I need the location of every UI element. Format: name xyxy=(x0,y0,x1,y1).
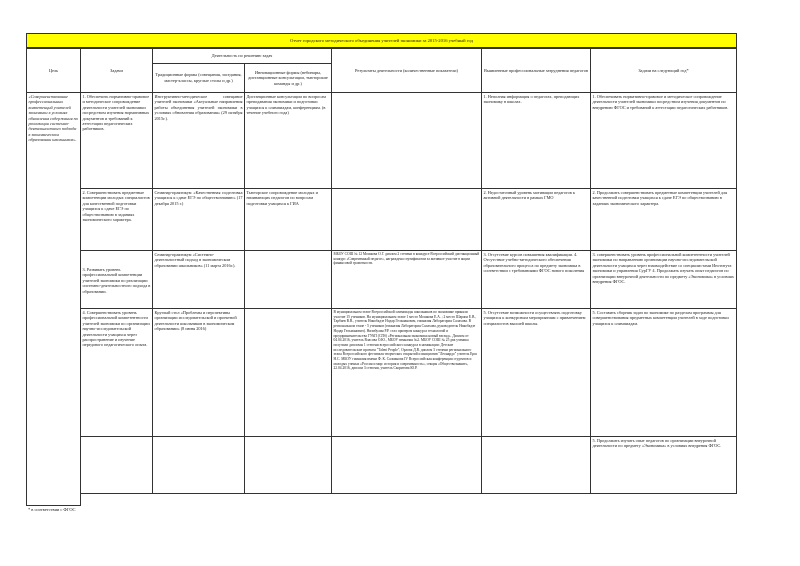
row3-traditional: Семинар-практикум «Системно-деятельностный подход в экономическом образовании школьников» (11 марта 2016г.). xyxy=(152,250,245,309)
header-results: Результаты деятельности (количественные показатели) xyxy=(331,48,482,93)
row5-innovative xyxy=(244,436,332,494)
header-goal: Цель xyxy=(26,48,81,93)
header-tasks: Задачи xyxy=(80,48,153,93)
row4-innovative xyxy=(244,308,332,437)
row2-task: 2. Совершенствовать предметные компетенции молодых специалистов для качественной подготовки учащихся к сдаче ЕГЭ по обществознанию в заданиях экономического характера. xyxy=(80,188,153,251)
row1-traditional: Инструктивно-методическое совещание учителей экономики «Актуальные направления работы объединения учителей экономики в условиях обновления образования» (29 октября 2015г.). xyxy=(152,92,245,189)
header-innovative-forms: Инновационные формы (вебинары, дистанционные консультации, тьюторские команды и др.) xyxy=(244,63,332,93)
row5-task xyxy=(80,436,153,494)
row2-traditional: Семинар-практикум «Качественная подготовка учащихся к сдаче ЕГЭ по обществознанию» (17 декабря 2015 г.) xyxy=(152,188,245,251)
header-difficulties: Выявленные профессиональные затруднения педагогов xyxy=(481,48,591,93)
row1-results xyxy=(331,92,482,189)
row3-next-year: 3. совершенствовать уровень профессиональной компетентности учителей экономики по направлению организации научно-исследовательской деятельности учащихся через взаимодействие со специалистами Института экономики и управления СурГУ 4. Продолжать изучать опыт педагогов по организации внеурочной деятельности по предмету «Экономика» в условиях внедрения ФГОС. xyxy=(590,250,737,309)
row4-results: В муниципальном этапе Всероссийской олимпиады школьников по экономике приняли участие 15 учеников. На муниципальном этапе 1 место Мошкова Е.А. ; 2 место Шарапа Е.В., Тарбаев В.В., учитель Никобадзе Нодар Гельманович, гимназия Лаборатория Салахова. В региональном этапе - 5 учеников (гимназия Лаборатория Салахова, руководитель Никобадзе Нодар Гельманович). Низибулин Р.Р. стал призером конкурса технологий и предпринимательства ГУАП (СПб) «Региональная экономика новый взгляд». Диплом от 04.04.2016, учитель Власова О.Ю., МБОУ гимназия №2. МБОУ СОШ № 25 два ученика получили дипломы 1 степени всероссийского конкурса в номинации: Детские исследовательские проекты "Talent People", Орлова Д.В. диплом 3 степени регионального этапа Всероссийского фестиваля творческих открытий и инициатив "Леонардо" учитель Ерш Н.С. МБОУ гимназия имени Ф. К. Салманова IV Всероссийская конференция студентов и молодых ученых «Россия и мир: история и современность», секция «Обществознание», 22.04.2016, диплом 3 степени, учитель Скоритова Ю.Р. xyxy=(331,308,482,437)
row5-results xyxy=(331,436,482,494)
row1-task: 1. Обеспечить нормативно-правовое и методическое сопровождение деятельности учителей экономики посредством изучения нормативных документов и требований к аттестации педагогических работников. xyxy=(80,92,153,189)
row3-difficulties: 3. Отсутствие курсов повышения квалификации. 4. Отсутствие учебно-методического обеспечения образовательного процесса по предмету экономика в соответствии с требованиями ФГОС нового поколения xyxy=(481,250,591,309)
row5-difficulties xyxy=(481,436,591,494)
row4-task: 4. Совершенствовать уровень профессиональной компетентности учителей экономики по организации научно-исследовательской деятельности учащихся через распространение и изучение передового педагогического опыта. xyxy=(80,308,153,437)
row2-results xyxy=(331,188,482,251)
row3-task: 3. Развивать уровень профессиональной компетенции учителей экономики по реализации системно-деятельностного подхода в образовании. xyxy=(80,250,153,309)
row1-innovative: Дистанционные консультации по вопросам преподавания экономики и подготовки учащихся к олимпиадам, конференциям. (в течение учебного года) xyxy=(244,92,332,189)
header-activity-group: Деятельность по решению задач xyxy=(152,48,332,64)
header-traditional-forms: Традиционные формы (совещания, заседания, мастер-классы, круглые столы и др.) xyxy=(152,63,245,93)
header-next-year: Задачи на следующий год* xyxy=(590,48,737,93)
row1-difficulties: 1. Неполная информация о педагогах, преподающих экономику в школах. xyxy=(481,92,591,189)
row2-difficulties: 2. Недостаточный уровень мотивации педагогов к активной деятельности в рамках ГМО xyxy=(481,188,591,251)
row3-results: МБОУ СОШ № 12 Мошкова О.Г. диплом 2 степени в конкурсе Всероссийский дистанционный конкурс «Современный педагог», награждена сертификатом за активное участие в акции финансовой грамотности. xyxy=(331,250,482,309)
footnote: * в соответствии с ФГОС xyxy=(28,507,76,512)
row3-innovative xyxy=(244,250,332,309)
row4-next-year: 5. Составить сборник задач по экономике по разделам программы для совершенствования предметных компетенции учителей в ходе подготовки учащихся к олимпиадам. xyxy=(590,308,737,437)
row2-next-year: 2. Продолжить совершенствовать предметные компетенции учителей для качественной подготовки учащихся к сдаче ЕГЭ по обществознанию в заданиях экономического характера. xyxy=(590,188,737,251)
report-title: Отчет городского методического объединения учителей экономики за 2015-2016 учебный год xyxy=(26,33,737,48)
row5-traditional xyxy=(152,436,245,494)
goal-cell: «Совершенствование профессиональных компетенций учителей экономики в условиях обновления содержания по реализации системно-деятельностного подхода в экономическом образовании школьников». xyxy=(26,92,81,506)
row1-next-year: 1. Обеспечивать нормативно-правовое и методическое сопровождение деятельности учителей экономики посредством изучения документов по внедрению ФГОС и требований к аттестации педагогических работников. xyxy=(590,92,737,189)
row4-traditional: Круглый стол «Проблемы и перспективы организации исследовательской и проектной деятельности школьников в экономическом образовании» (8 июня 2016) xyxy=(152,308,245,437)
row4-difficulties: 5. Отсутствие возможности осуществлять подготовку учащихся к конкурсным мероприятиям с привлечением специалистов высшей школы. xyxy=(481,308,591,437)
row2-innovative: Тьюторское сопровождение молодых и начинающих педагогов по вопросам подготовки учащихся к ГИА xyxy=(244,188,332,251)
row5-next-year: 5. Продолжить изучать опыт педагогов по организации внеурочной деятельности по предмету «Экономика» в условиях внедрения ФГОС. xyxy=(590,436,737,494)
